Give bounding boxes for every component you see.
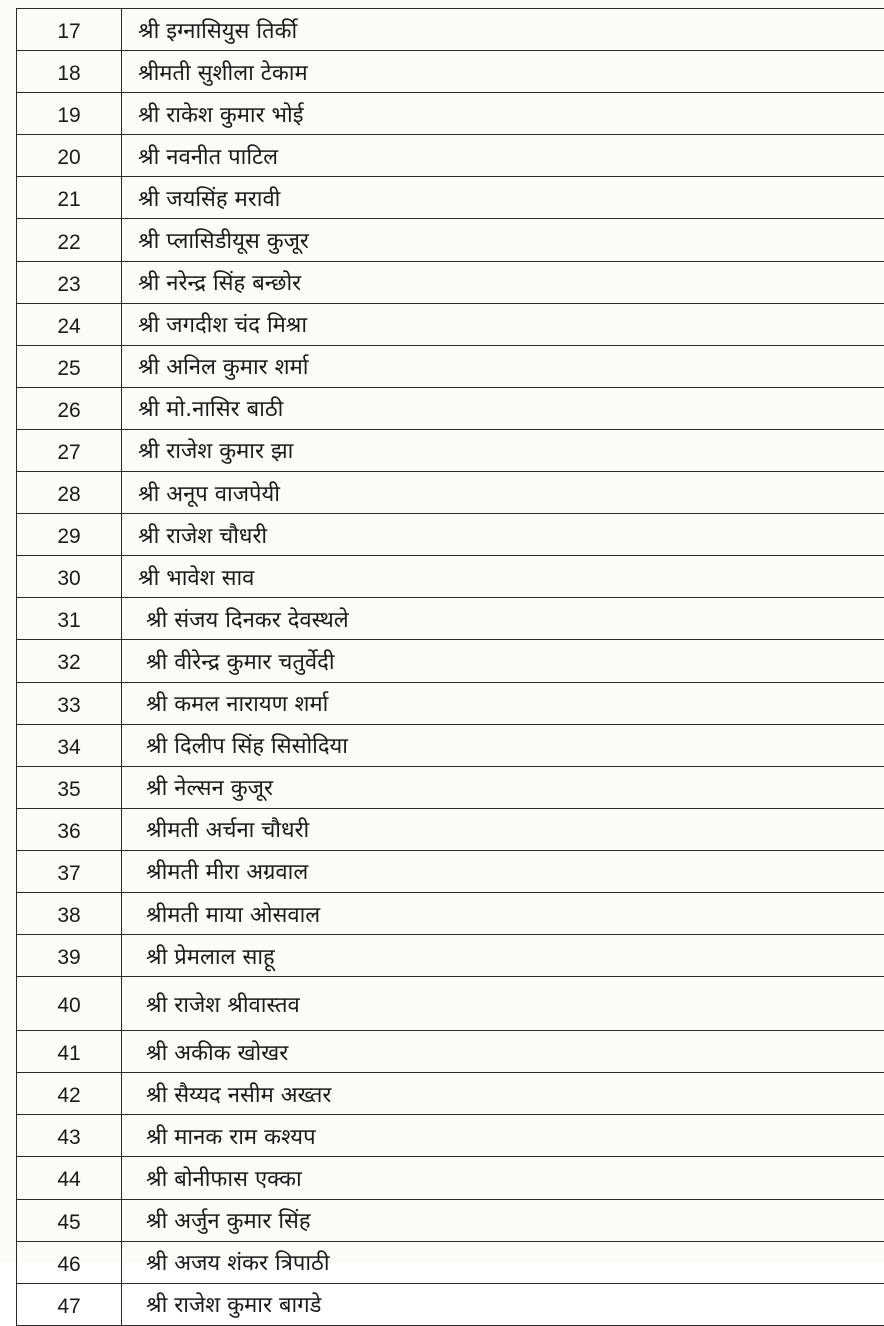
serial-number: 34 [17, 724, 122, 766]
member-name: श्री इग्नासियुस तिर्की [122, 9, 884, 51]
member-name: श्री नेल्सन कुजूर [122, 766, 884, 808]
member-name: श्री नवनीत पाटिल [122, 135, 884, 177]
member-name: श्री प्लासिडीयूस कुजूर [122, 219, 884, 261]
table-row [17, 472, 884, 514]
table-row [17, 387, 884, 429]
member-name: श्री बोनीफास एक्का [122, 1157, 884, 1199]
serial-number: 45 [17, 1199, 122, 1241]
member-name: श्री प्रेमलाल साहू [122, 935, 884, 977]
member-name: श्री अनिल कुमार शर्मा [122, 345, 884, 387]
table-row [17, 892, 884, 934]
table-row [17, 1283, 884, 1325]
member-name: श्री नरेन्द्र सिंह बन्छोर [122, 261, 884, 303]
serial-number: 27 [17, 429, 122, 471]
serial-number: 35 [17, 766, 122, 808]
table-row [17, 1241, 884, 1283]
table-row [17, 1115, 884, 1157]
member-name: श्री वीरेन्द्र कुमार चतुर्वेदी [122, 640, 884, 682]
member-name: श्री सैय्यद नसीम अख्तर [122, 1073, 884, 1115]
table-row [17, 51, 884, 93]
serial-number: 19 [17, 93, 122, 135]
serial-number: 36 [17, 808, 122, 850]
table-row [17, 514, 884, 556]
member-name: श्रीमती अर्चना चौधरी [122, 808, 884, 850]
serial-number: 25 [17, 345, 122, 387]
member-name: श्रीमती माया ओसवाल [122, 892, 884, 934]
member-name: श्री अनूप वाजपेयी [122, 472, 884, 514]
table-row [17, 1073, 884, 1115]
table-row [17, 766, 884, 808]
serial-number: 31 [17, 598, 122, 640]
serial-number: 30 [17, 556, 122, 598]
table-row [17, 1199, 884, 1241]
member-name: श्री मानक राम कश्यप [122, 1115, 884, 1157]
table-row [17, 177, 884, 219]
serial-number: 47 [17, 1283, 122, 1325]
member-name: श्री अजय शंकर त्रिपाठी [122, 1241, 884, 1283]
serial-number: 23 [17, 261, 122, 303]
serial-number: 43 [17, 1115, 122, 1157]
serial-number: 24 [17, 303, 122, 345]
table-row [17, 93, 884, 135]
table-row [17, 1031, 884, 1073]
table-row [17, 303, 884, 345]
member-name: श्री मो.नासिर बाठी [122, 387, 884, 429]
member-name: श्री जगदीश चंद मिश्रा [122, 303, 884, 345]
serial-number: 17 [17, 9, 122, 51]
serial-number: 39 [17, 935, 122, 977]
serial-number: 33 [17, 682, 122, 724]
member-name: श्री राजेश कुमार बागडे [122, 1283, 884, 1325]
table-row [17, 808, 884, 850]
serial-number: 40 [17, 977, 122, 1031]
name-list-table [16, 8, 884, 1326]
serial-number: 29 [17, 514, 122, 556]
serial-number: 22 [17, 219, 122, 261]
member-name: श्री जयसिंह मरावी [122, 177, 884, 219]
serial-number: 32 [17, 640, 122, 682]
member-name: श्री राजेश चौधरी [122, 514, 884, 556]
member-name: श्री दिलीप सिंह सिसोदिया [122, 724, 884, 766]
serial-number: 26 [17, 387, 122, 429]
table-row [17, 261, 884, 303]
serial-number: 20 [17, 135, 122, 177]
member-name: श्री राजेश श्रीवास्तव [122, 977, 884, 1031]
serial-number: 42 [17, 1073, 122, 1115]
table-row [17, 345, 884, 387]
table-row [17, 977, 884, 1031]
member-name: श्री राकेश कुमार भोई [122, 93, 884, 135]
serial-number: 38 [17, 892, 122, 934]
table-row [17, 9, 884, 51]
table-row [17, 724, 884, 766]
serial-number: 44 [17, 1157, 122, 1199]
table-row [17, 682, 884, 724]
member-name: श्री भावेश साव [122, 556, 884, 598]
table-row [17, 429, 884, 471]
serial-number: 18 [17, 51, 122, 93]
member-name: श्री कमल नारायण शर्मा [122, 682, 884, 724]
member-name: श्री अर्जुन कुमार सिंह [122, 1199, 884, 1241]
serial-number: 28 [17, 472, 122, 514]
table-row [17, 640, 884, 682]
table-row [17, 1157, 884, 1199]
serial-number: 41 [17, 1031, 122, 1073]
table-row [17, 935, 884, 977]
table-row [17, 598, 884, 640]
member-name: श्री संजय दिनकर देवस्थले [122, 598, 884, 640]
member-name: श्रीमती मीरा अग्रवाल [122, 850, 884, 892]
member-name: श्री राजेश कुमार झा [122, 429, 884, 471]
table-row [17, 135, 884, 177]
serial-number: 21 [17, 177, 122, 219]
table-row [17, 556, 884, 598]
serial-number: 37 [17, 850, 122, 892]
serial-number: 46 [17, 1241, 122, 1283]
member-name: श्रीमती सुशीला टेकाम [122, 51, 884, 93]
table-row [17, 219, 884, 261]
table-row [17, 850, 884, 892]
member-name: श्री अकीक खोखर [122, 1031, 884, 1073]
